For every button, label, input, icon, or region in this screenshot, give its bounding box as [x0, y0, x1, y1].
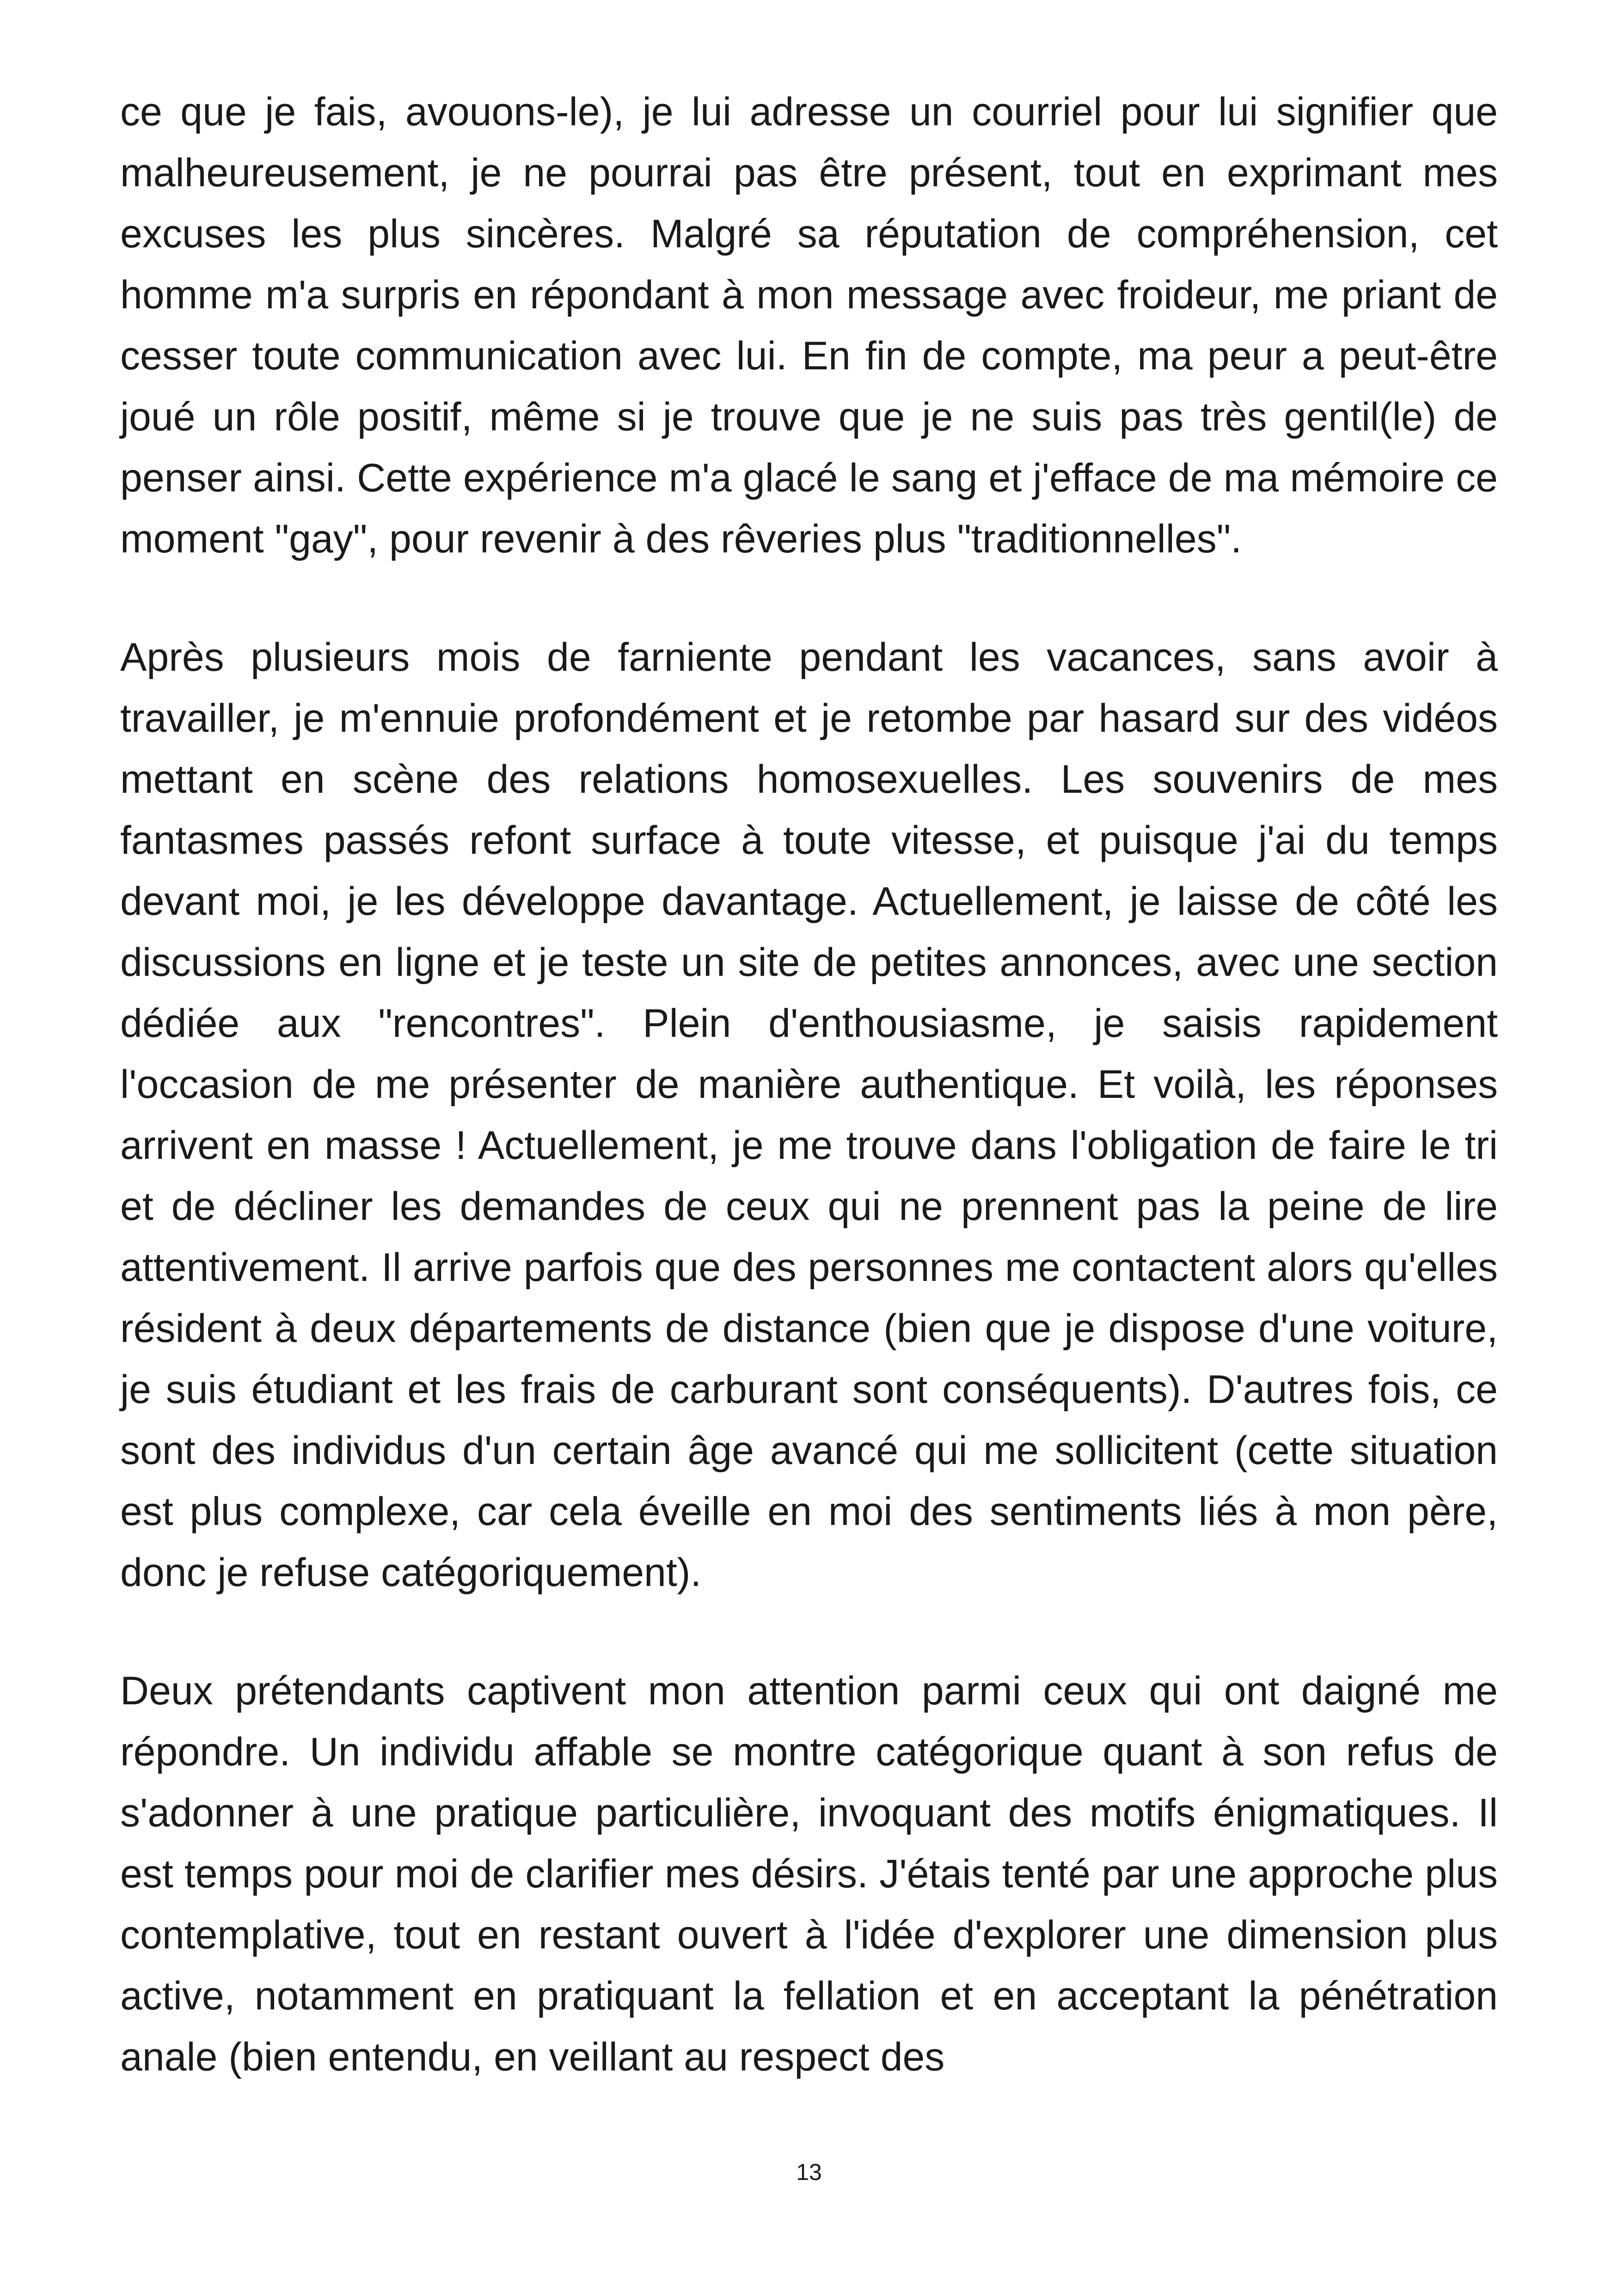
page-number: 13 [796, 2159, 822, 2185]
paragraph-3: Deux prétendants captivent mon attention parmi ceux qui ont daigné me répondre. Un individu affable se montre catégorique quant à son refus de s'adonner à une pratique particulière, invoquant des motifs énigmatiques. Il est temps pour moi de clarifier mes désirs. J'étais tenté par une approche plus contemplative, tout en restant ouvert à l'idée d'explorer une dimension plus active, notamment en pratiquant la fellation et en acceptant la pénétration anale (bien entendu, en veillant au respect des [120, 1669, 1498, 2079]
paragraph-1: ce que je fais, avouons-le), je lui adresse un courriel pour lui signifier que malheureusement, je ne pourrai pas être présent, tout en exprimant mes excuses les plus sincères. Malgré sa réputation de compréhension, cet homme m'a surpris en répondant à mon message avec froideur, me priant de cesser toute communication avec lui. En fin de compte, ma peur a peut-être joué un rôle positif, même si je trouve que je ne suis pas très gentil(le) de penser ainsi. Cette expérience m'a glacé le sang et j'efface de ma mémoire ce moment "gay", pour revenir à des rêveries plus "traditionnelles". [120, 90, 1498, 561]
document-page [120, 81, 1498, 2088]
paragraph-2: Après plusieurs mois de farniente pendant les vacances, sans avoir à travailler, je m'ennuie profondément et je retombe par hasard sur des vidéos mettant en scène des relations homosexuelles. Les souvenirs de mes fantasmes passés refont surface à toute vitesse, et puisque j'ai du temps devant moi, je les développe davantage. Actuellement, je laisse de côté les discussions en ligne et je teste un site de petites annonces, avec une section dédiée aux "rencontres". Plein d'enthousiasme, je saisis rapidement l'occasion de me présenter de manière authentique. Et voilà, les réponses arrivent en masse ! Actuellement, je me trouve dans l'obligation de faire le tri et de décliner les demandes de ceux qui ne prennent pas la peine de lire attentivement. Il arrive parfois que des personnes me contactent alors qu'elles résident à deux départements de distance (bien que je dispose d'une voiture, je suis étudiant et les frais de carburant sont conséquents). D'autres fois, ce sont des individus d'un certain âge avancé qui me sollicitent (cette situation est plus complexe, car cela éveille en moi des sentiments liés à mon père, donc je refuse catégoriquement). [120, 635, 1498, 1595]
